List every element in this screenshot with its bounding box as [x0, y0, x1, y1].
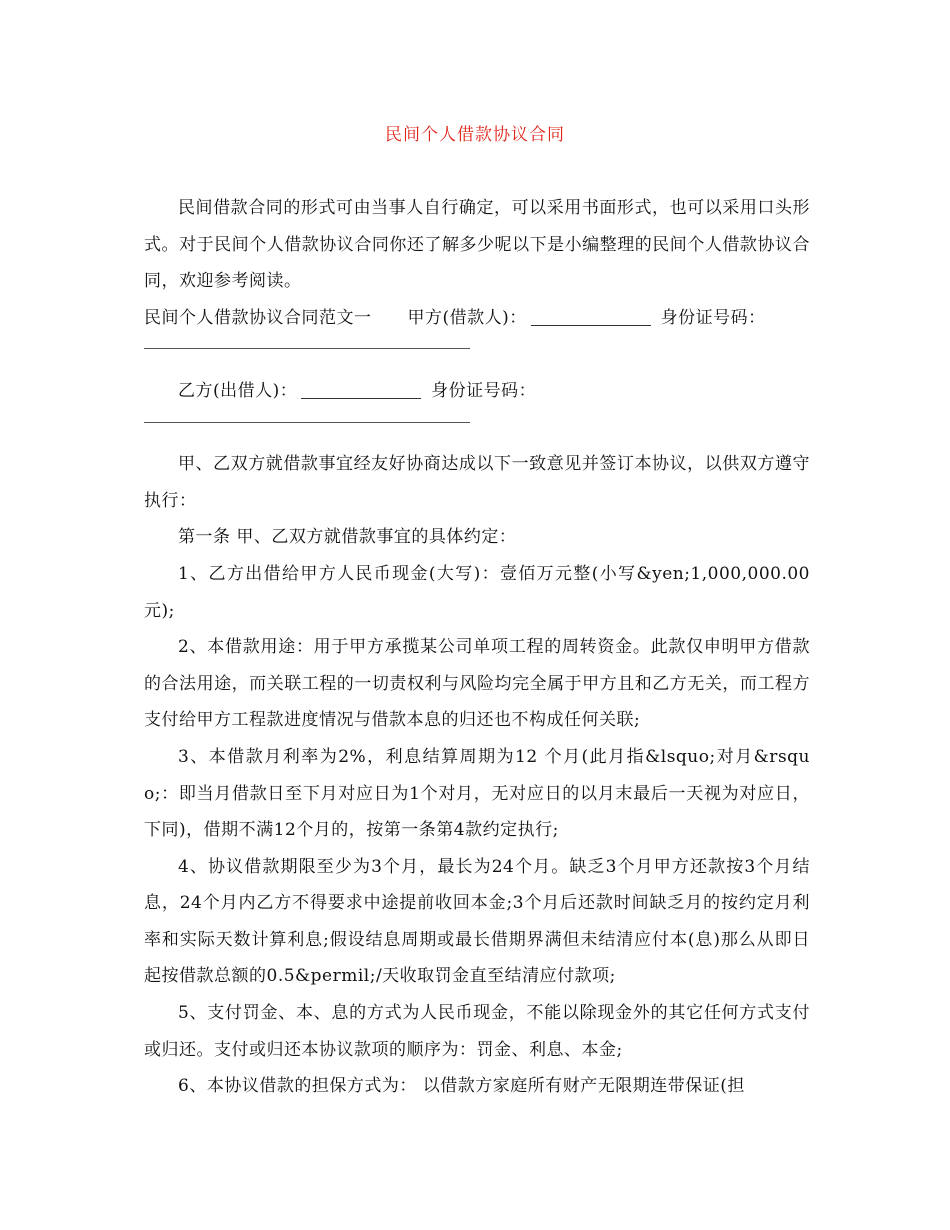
intro-paragraph: 民间借款合同的形式可由当事人自行确定，可以采用书面形式，也可以采用口头形式。对于民间个人借款协议合同你还了解多少呢以下是小编整理的民间个人借款协议合同，欢迎参考阅读。: [144, 198, 810, 292]
party-b-id-label: 身份证号码：: [431, 380, 537, 401]
sample-heading: 民间个人借款协议合同范文一: [144, 307, 372, 328]
document-title: 民间个人借款协议合同: [385, 125, 565, 145]
party-b-line: [144, 373, 810, 410]
party-b-label: 乙方(出借人)：: [178, 380, 298, 401]
clause-1: 1、乙方出借给甲方人民币现金(大写)：壹佰万元整(小写&yen;1,000,000.00元);: [144, 563, 810, 621]
party-a-id-blank: [144, 336, 810, 373]
clause-6: 6、本协议借款的担保方式为： 以借款方家庭所有财产无限期连带保证(担: [178, 1076, 745, 1097]
party-a-name-blank: [531, 307, 651, 326]
party-b-id-blank: [144, 410, 810, 447]
party-a-label: 甲方(借款人)：: [407, 307, 527, 328]
clause-4: 4、协议借款期限至少为3个月，最长为24个月。缺乏3个月甲方还款按3个月结息，24个月内乙方不得要求中途提前收回本金;3个月后还款时间缺乏月的按约定月利率和实际天数计算利息;假设结息周期或最长借期界满但未结清应付本(息)那么从即日起按借款总额的0.5&permil;/天收取罚金直至结清应付款项;: [144, 856, 810, 987]
party-b-name-blank: [301, 380, 421, 399]
clause-5: 5、支付罚金、本、息的方式为人民币现金，不能以除现金外的其它任何方式支付或归还。支付或归还本协议款项的顺序为：罚金、利息、本金;: [144, 1003, 810, 1060]
clause-2: 2、本借款用途：用于甲方承揽某公司单项工程的周转资金。此款仅申明甲方借款的合法用途，而关联工程的一切责权利与风险均完全属于甲方且和乙方无关，而工程方支付给甲方工程款进度情况与借款本息的归还也不构成任何关联;: [144, 637, 810, 731]
document-body: [144, 190, 810, 1105]
clause-3: 3、本借款月利率为2%，利息结算周期为12 个月(此月指&lsquo;对月&rsquo;：即当月借款日至下月对应日为1个对月，无对应日的以月末最后一天视为对应日，下同)，借期不满12个月的，按第一条第4款约定执行;: [144, 746, 810, 841]
article1-heading: 第一条 甲、乙双方就借款事宜的具体约定：: [178, 527, 517, 548]
party-a-line: [144, 300, 810, 337]
party-a-id-label: 身份证号码：: [660, 307, 766, 328]
agreement-intro-paragraph: 甲、乙双方就借款事宜经友好协商达成以下一致意见并签订本协议，以供双方遵守执行：: [144, 454, 810, 511]
